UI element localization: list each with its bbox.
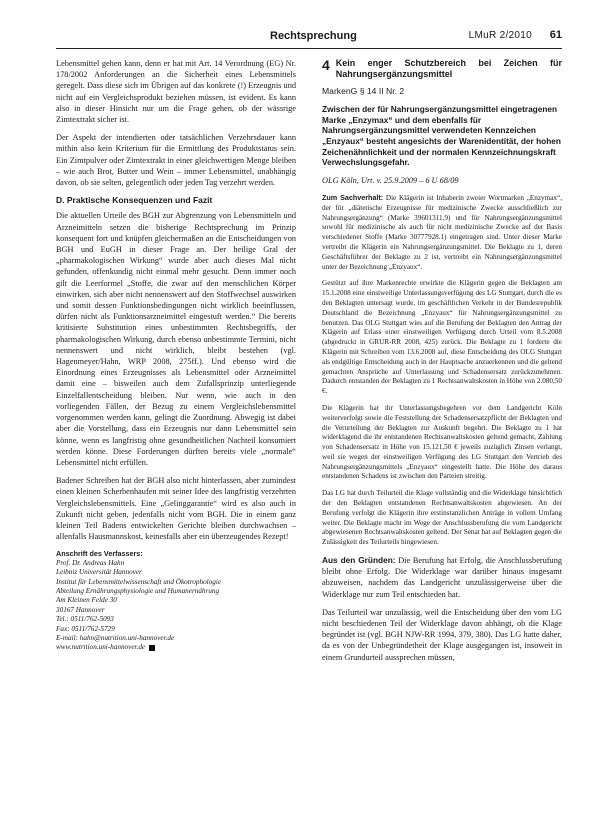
page-header [56, 28, 562, 48]
court-citation: OLG Köln, Urt. v. 25.9.2009 – 6 U 68/09 [322, 175, 459, 185]
address-line: Leibniz Universität Hannover [56, 568, 142, 577]
paragraph: Das Teilurteil war unzulässig, weil die Entscheidung über den vom LG nicht beschiedenen Teil der Widerklage davon abhängt, ob die Klage begründet ist (vgl. BGH NJW-RR 1994, 379, 380). Das LG hatte daher, da es von der Unbegründetheit der Klage ausgegangen ist, insoweit in einem Grundurteil aussprechen müssen, [322, 607, 562, 662]
paragraph: Die aktuellen Urteile des BGH zur Abgrenzung von Lebensmitteln und Arzneimitteln setzen die bisherige Rechtsprechung im Prinzip konsequent fort und knüpfen gleichermaßen an die Entscheidungen von BGH und EuGH in dieser Frage an. Der heilige Gral der „pharmakologischen Wirkung“ wurde aber auch dieses Mal nicht gefunden, offenkundig nicht einmal mehr gesucht. Denn immer noch gilt die Leerformel „Stoffe, die zwar auf den menschlichen Körper einwirken, sich aber nicht nennenswert auf den Stoffwechsel auswirken und somit dessen Funktionsbedingungen nicht wirklich beeinflussen, dürfen nicht als Funktionsarzneimittel eingestuft werden.“ Die bereits kritisierte Substitution eines unbestimmten Rechtsbegriffs, der pharmakologischen Wirkung, durch ebenso unbestimmte Termini, nicht nennenswert und nicht wirklich, bleibt bestehen (vgl. Hagenmeyer/Hahn, WRP 2008, 275ff.). Und ebenso wird die Einordnung eines Erzeugnisses als Lebensmittel oder Arzneimittel damit eine – bisweilen auch dem Zufallsprinzip unterliegende Einzelfallentscheidung bleiben. Nur wenn, wie auch in den vorliegenden Fällen, der Bezug zu einem Vergleichslebensmittel vorgenommen werden kann, gelingt die Zuordnung. Abwegig ist dabei aber die Vorstellung, dass ein Erzeugnis nur dann Lebensmittel sein könne, wenn es langfristig ohne gesundheitlichen Nachteil konsumiert werden könne. Diese Forderungen dürften bereits viele „normale“ Lebensmittel nicht erfüllen. [56, 211, 296, 467]
address-line: Abteilung Ernährungsphysiologie und Humanernährung [56, 586, 220, 595]
facts-section [322, 193, 562, 548]
address-line: Fax: 0511/762-5729 [56, 624, 115, 633]
address-line: 30167 Hannover [56, 605, 105, 614]
case-heading [322, 58, 562, 80]
paragraph: Lebensmittel gehen kann, denn er hat mit Art. 14 Verordnung (EG) Nr. 178/2002 Anforderungen an die Sicherheit eines Lebensmittels geregelt. Dass diese sich im Übrigen auf das konkrete (!) Erzeugnis und nicht auf ein Vergleichsprodukt beziehen müssen, ist evident. Es kann also in dieser Hinsicht nur um die Frage gehen, ob der wässrige Zimtextrakt sicher ist. [56, 59, 296, 125]
address-line: Am Kleinen Felde 30 [56, 596, 117, 605]
page-number: 61 [549, 29, 562, 41]
paragraph [322, 555, 562, 600]
address-line: Prof. Dr. Andreas Hahn [56, 558, 125, 567]
section-title: Rechtsprechung [270, 30, 357, 42]
legal-norm: MarkenG § 14 II Nr. 2 [322, 86, 405, 96]
paragraph: Gestützt auf ihre Markenrechte erwirkte die Klägerin gegen die Beklagten am 15.1.2008 eine einstweilige Unterlassungsverfügung des LG Stuttgart, durch die es den Beklagten untersagt wurde, im geschäftlichen Verkehr in der Bundesrepublik Deutschland die Bezeichnung „Enzyaux“ für Nahrungsergänzungsmittel zu benutzen. Das OLG Stuttgart wies auf die Berufung der Beklagten den Antrag der Klägerin auf Erlass einer einstweiligen Verfügung durch Urteil vom 8.5.2008 (abgedruckt in GRUR-RR 2008, 425) zurück. Die Beklagte zu 1 forderte die Klägerin mit Schreiben vom 13.6.2008 auf, diese Entscheidung des OLG Stuttgart als endgültige Entscheidung auch in der Hauptsache anzuerkennen und die geltend gemachten Ansprüche auf Unterlassung und Schadensersatz zurückzunehmen. Dadurch entstanden der Beklagten zu 1 Rechtsanwaltskosten in Höhe von 2.080,50 €. [322, 279, 562, 396]
address-line: Tel.: 0511/762-5093 [56, 615, 114, 624]
header-rule [56, 48, 562, 49]
right-column [322, 58, 562, 670]
paragraph [322, 193, 562, 272]
paragraph: Der Aspekt der intendierten oder tatsächlichen Verzehrsdauer kann mithin also kein Kriterium für die Ermittlung des Produktstatus sein. Ein Zimtpulver oder Zimtextrakt in einer gleichwertigen Menge bleiben – wie auch Brot, Butter und Wein – immer Lebensmittel, unabhängig davon, ob sie selten, gelegentlich oder jeden Tag verzehrt werden. [56, 133, 296, 188]
facts-label: Zum Sachverhalt: [322, 192, 384, 202]
left-column [56, 58, 296, 653]
author-address [56, 549, 296, 652]
section-heading: D. Praktische Konsequenzen und Fazit [56, 195, 213, 206]
end-mark-icon [149, 645, 155, 651]
paragraph: Die Klägerin hat ihr Unterlassungsbegehren vor dem Landgericht Köln weiterverfolgt sowie die Feststellung der Schadensersatzpflicht der Beklagten und die Verurteilung der Beklagten zur Auskunft begehrt. Die Beklagte zu 1 hat widerklagend die ihr entstandenen Rechtsanwaltskosten geltend gemacht, Zahlung von Schadensersatz in Höhe von 15.121,50 € jeweils zuzüglich Zinsen verlangt, weil sie wegen der einstweiligen Verfügung des LG Stuttgart den Vertrieb des Nahrungsergänzungsmittels „Enzyaux“ eingestellt hatte. Die Höhe des daraus entstandenen Schadens ist zwischen den Parteien streitig. [322, 403, 562, 481]
address-line: Institut für Lebensmittelwissenschaft und Ökotrophologie [56, 577, 222, 586]
address-title: Anschrift des Verfassers: [56, 549, 143, 559]
paragraph: Badener Schreiben hat der BGH also nicht hinterlassen, aber zumindest einen kleinen Scherbenhaufen mit seiner Idee des langfristig verzehrten Vergleichslebensmittels. Eine „Gelinggarantie“ wird es also auch in Zukunft nicht geben, jedenfalls nicht vom BGH. Die in einem ganz kleinen Teil Badens entwickelten Gerichte bleiben durchwachsen – allenfalls Hausmannskost, keinesfalls aber ein überzeugendes Rezept! [56, 476, 296, 542]
headnote: Zwischen der für Nahrungsergänzungsmittel eingetragenen Marke „Enzymax“ und dem ebenfalls für Nahrungsergänzungsmittel verwendeten Kennzeichen „Enzyaux“ besteht angesichts der Warenidentität, der hohen Zeichenähnlichkeit und der normalen Kennzeichnungskraft Verwechslungsgefahr. [322, 104, 561, 168]
reasons-text: Die Berufung hat Erfolg, die Anschlussberufung bleibt ohne Erfolg. Die Widerklage war darüber hinaus insgesamt abzuweisen, nachdem das Landgericht unzulässigerweise über die Widerklage nur zum Teil entschieden hat. [322, 556, 562, 599]
case-number: 4 [322, 57, 330, 73]
facts-text: Die Klägerin ist Inhaberin zweier Wortmarken „Enzymax“, der für „diätetische Erzeugnisse für medizinische Zwecke ausschließlich zur Nahrungsergänzung“ (Marke 39601311.9) und für Nahrungsergänzungsmittel sowohl für medizinische als auch für nicht medizinische Zwecke auf der Basis verschiedener Stoffe (Marke 30777928.1) eingetragen sind. Unter dieser Marke vertreibt die Klägerin ein Nahrungsergänzungsmittel. Die Beklagte zu 1, deren Geschäftsführer der Beklagte zu 2 ist, vertreibt ein Nahrungsergänzungsmittel unter der Bezeichnung „Enzyaux“. [322, 193, 563, 271]
reasons-label: Aus den Gründen: [322, 555, 396, 566]
address-line: E-mail: hahn@nutrition.uni-hannover.de [56, 633, 175, 642]
address-line [56, 643, 296, 652]
paragraph: Das LG hat durch Teilurteil die Klage vollständig und die Widerklage hinsichtlich der den Beklagten entstandenen Rechtsanwaltskosten abgewiesen. An der Berufung verfolgt die Klägerin ihre erstinstanzlichen Anträge in vollem Umfang weiter. Die Beklagte macht im Wege der Anschlussberufung die vom Landgericht abgewiesenen Rechtsanwaltskosten geltend. Der Senat hat auf Beklagten gegen die Zulässigkeit des Teilurteils hingewiesen. [322, 489, 562, 547]
journal-issue: LMuR 2/2010 [468, 30, 532, 41]
website-text: www.nutrition.uni-hannover.de [56, 643, 146, 652]
case-title: Kein enger Schutzbereich bei Zeichen für Nahrungsergänzungsmittel [335, 58, 562, 79]
